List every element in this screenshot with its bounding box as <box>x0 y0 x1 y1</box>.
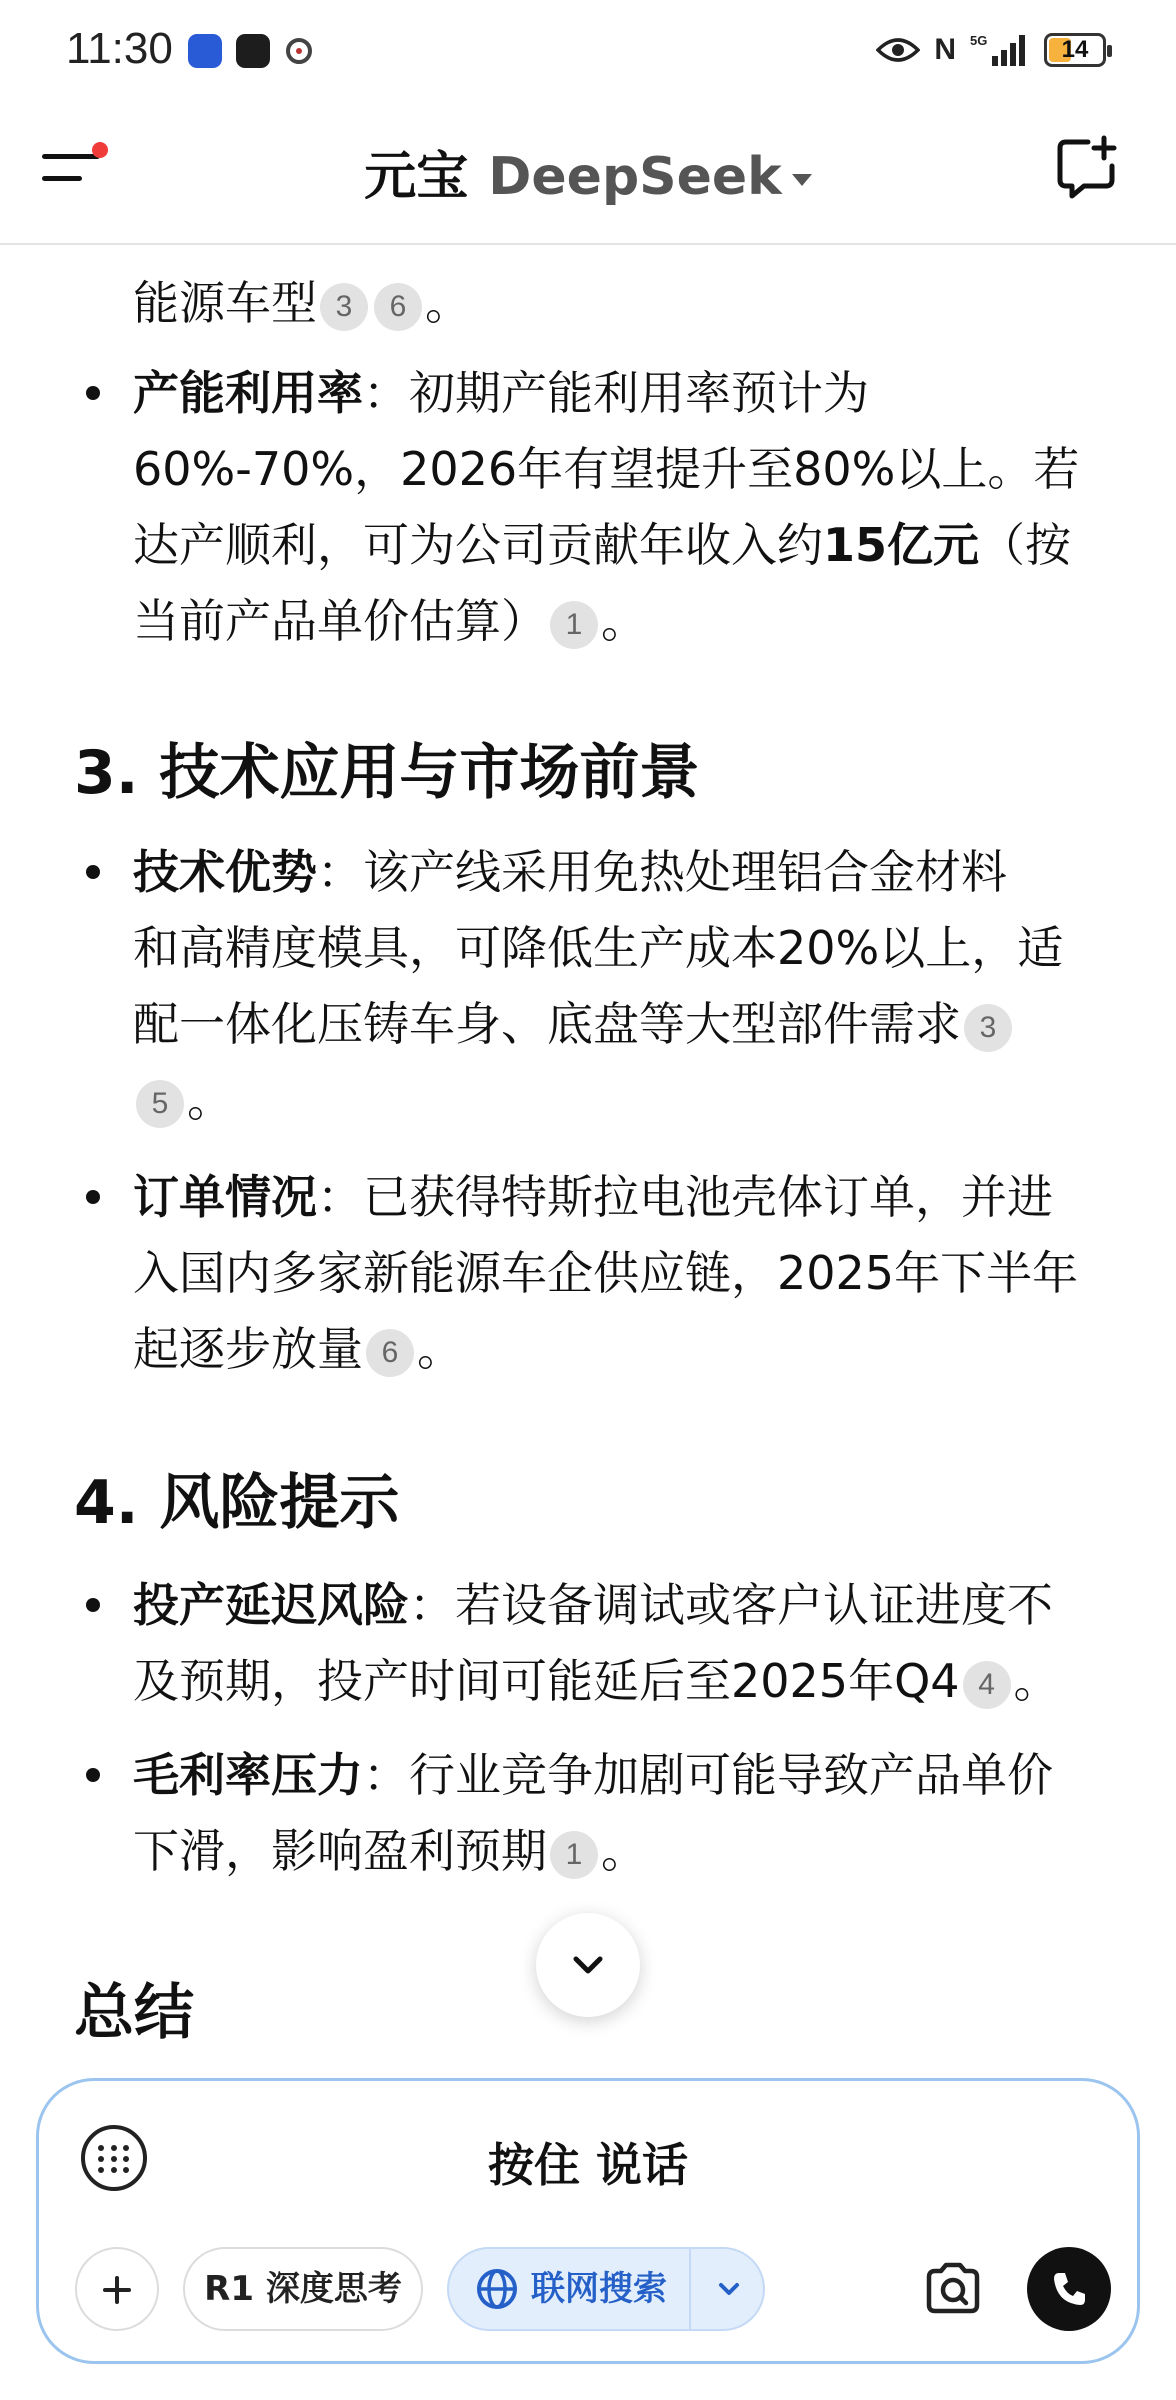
model-name: DeepSeek <box>488 147 782 207</box>
section-heading: 3. 技术应用与市场前景 <box>74 738 700 808</box>
web-search-toggle[interactable] <box>447 2247 765 2331</box>
deep-think-toggle[interactable]: R1 深度思考 <box>183 2247 423 2331</box>
hold-to-talk-button[interactable]: 按住 说话 <box>487 2138 688 2192</box>
eye-icon <box>876 36 920 64</box>
list-item-line: 配一体化压铸车身、底盘等大型部件需求 3 <box>133 988 1015 1054</box>
list-item: 产能利用率：初期产能利用率预计为 <box>133 366 869 420</box>
caret-down-icon <box>792 174 812 186</box>
list-item-line: 达产顺利，可为公司贡献年收入约15亿元（按 <box>133 518 1072 572</box>
app-notification-icon <box>188 34 222 68</box>
battery-icon <box>1044 33 1106 67</box>
status-time: 11:30 <box>66 24 173 73</box>
list-item-line: 入国内多家新能源车企供应链，2025年下半年 <box>133 1246 1079 1300</box>
list-item-line: 60%-70%，2026年有望提升至80%以上。若 <box>133 442 1080 496</box>
list-item-line: 及预期，投产时间可能延后至2025年Q4 4 。 <box>133 1654 1060 1708</box>
list-item: 投产延迟风险：若设备调试或客户认证进度不 <box>133 1578 1053 1632</box>
list-item-line: 起逐步放量 6 。 <box>133 1322 463 1376</box>
app-notification-icon <box>236 34 270 68</box>
battery-level: 14 <box>1061 36 1089 63</box>
citation-badge[interactable]: 1 <box>550 1831 598 1879</box>
phone-icon <box>1047 2267 1091 2311</box>
signal-icon <box>970 32 1030 68</box>
svg-text:5G: 5G <box>970 33 988 48</box>
camera-icon[interactable] <box>921 2257 985 2321</box>
plus-icon[interactable] <box>75 2247 159 2331</box>
bullet-dot <box>86 1598 100 1612</box>
chat-response <box>0 245 1176 2075</box>
chevron-down-icon[interactable] <box>717 2279 741 2299</box>
scroll-down-button[interactable] <box>536 1913 640 2017</box>
citation-badge[interactable]: 4 <box>963 1661 1011 1709</box>
app-header <box>0 100 1176 245</box>
section-heading: 4. 风险提示 <box>74 1468 400 1538</box>
bullet-dot <box>86 386 100 400</box>
app-name: 元宝 <box>364 147 469 207</box>
status-bar <box>0 0 1176 100</box>
bullet-dot <box>86 865 100 879</box>
new-chat-icon[interactable] <box>1054 134 1120 200</box>
list-item-line: 当前产品单价估算） 1 。 <box>133 594 647 648</box>
list-item-line: 5 。 <box>133 1064 233 1130</box>
citation-badge[interactable]: 6 <box>366 1329 414 1377</box>
model-selector[interactable] <box>0 134 1176 209</box>
citation-badge[interactable]: 6 <box>374 283 422 331</box>
web-search-label: 联网搜索 <box>531 2269 667 2309</box>
input-panel <box>36 2078 1140 2364</box>
bullet-text-fragment: 能源车型 3 6 。 <box>133 276 471 330</box>
list-item: 毛利率压力：行业竞争加剧可能导致产品单价 <box>133 1748 1053 1802</box>
list-item-line: 和高精度模具，可降低生产成本20%以上，适 <box>133 921 1064 975</box>
voice-call-button[interactable] <box>1027 2247 1111 2331</box>
list-item: 技术优势：该产线采用免热处理铝合金材料 <box>133 845 1007 899</box>
nfc-icon: Ν <box>934 33 956 66</box>
citation-badge[interactable]: 1 <box>550 601 598 649</box>
citation-badge[interactable]: 3 <box>964 1004 1012 1052</box>
citation-badge[interactable]: 5 <box>136 1080 184 1128</box>
list-item-line: 下滑，影响盈利预期 1 。 <box>133 1824 647 1878</box>
chevron-down-icon <box>568 1945 608 1985</box>
citation-badge[interactable]: 3 <box>320 283 368 331</box>
section-heading: 总结 <box>74 1978 194 2048</box>
list-item: 订单情况：已获得特斯拉电池壳体订单，并进 <box>133 1170 1053 1224</box>
bullet-dot <box>86 1190 100 1204</box>
bullet-dot <box>86 1768 100 1782</box>
recording-icon <box>286 38 312 64</box>
globe-icon <box>475 2267 519 2311</box>
